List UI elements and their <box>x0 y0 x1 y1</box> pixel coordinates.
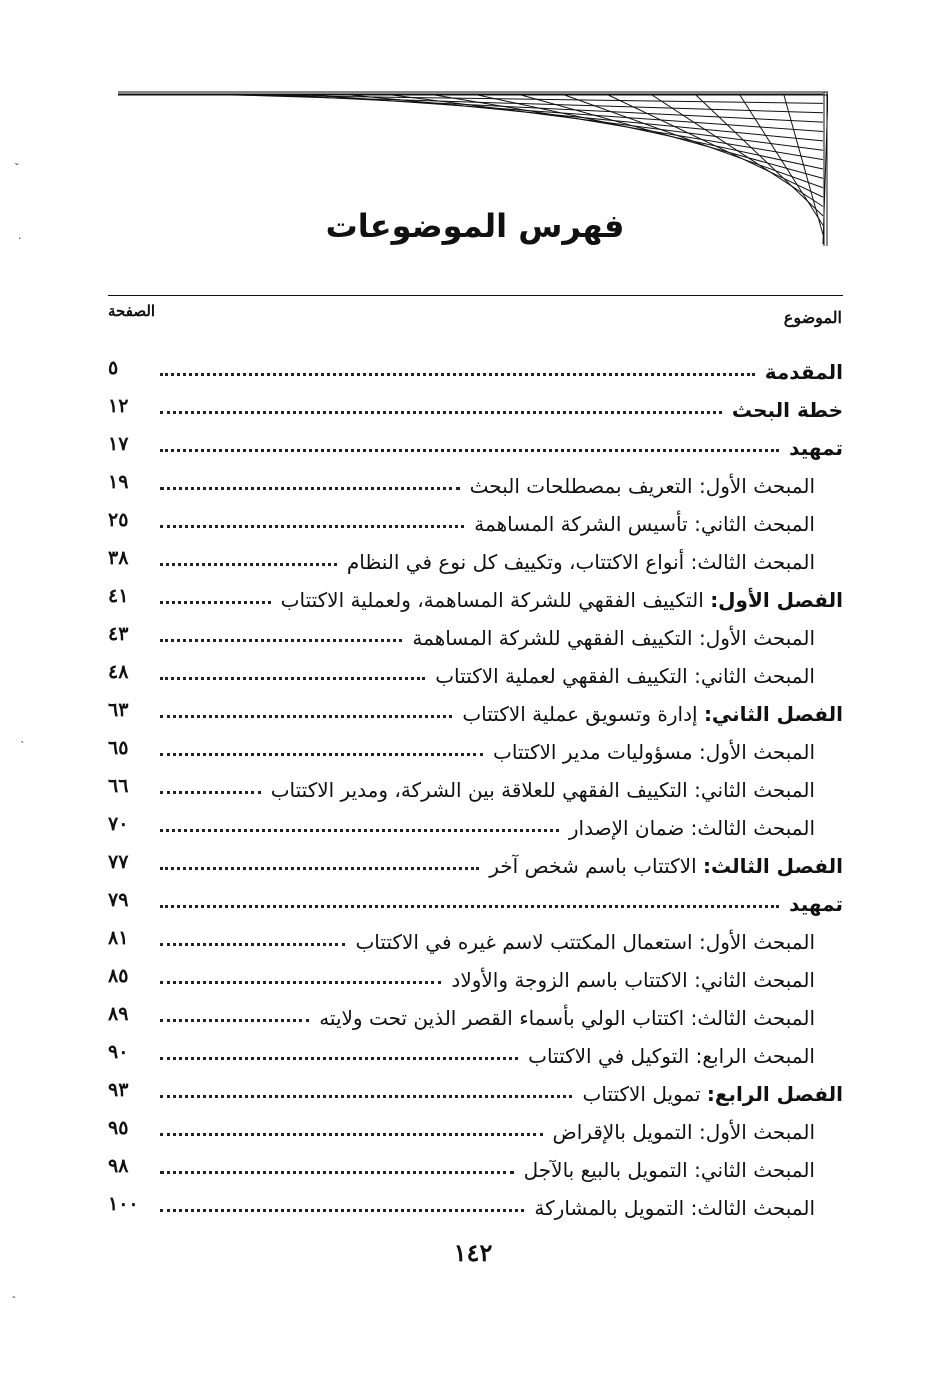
toc-entry-text: استعمال المكتتب لاسم غيره في الاكتتاب <box>355 930 693 954</box>
dot-leader <box>160 677 425 680</box>
toc-entry-title <box>528 1040 815 1072</box>
toc-entry <box>108 695 843 733</box>
toc-entry-page: ٤٨ <box>108 661 129 683</box>
margin-mark: · <box>18 232 22 245</box>
toc-entry-title <box>732 394 843 426</box>
toc-entry-title <box>319 1002 815 1034</box>
toc-entry-text: التكييف الفقهي لعملية الاكتتاب <box>435 664 688 688</box>
toc-entry <box>108 353 843 391</box>
margin-mark: - <box>12 1290 16 1303</box>
dot-leader <box>160 1019 309 1022</box>
toc-entry-text: التكييف الفقهي للشركة المساهمة، ولعملية الاكتتاب <box>280 588 704 612</box>
toc-entry-page: ١٧ <box>108 433 129 455</box>
toc-entry <box>108 505 843 543</box>
page-title: فهرس الموضوعات <box>325 207 625 245</box>
toc-entry-page: ٩٥ <box>108 1117 129 1139</box>
dot-leader <box>160 525 464 528</box>
toc-entry-title <box>451 964 815 996</box>
toc-entry-label: الفصل الثالث: <box>703 854 843 878</box>
toc-entry-title <box>412 622 815 654</box>
dot-leader <box>160 373 755 376</box>
toc-entry-title <box>474 508 815 540</box>
toc-entry-page: ٦٣ <box>108 699 129 721</box>
toc-entry-title <box>435 660 815 692</box>
toc-entry-label: المبحث الأول: <box>698 1120 815 1144</box>
toc-entry <box>108 961 843 999</box>
dot-leader <box>160 1209 524 1212</box>
toc-entry-label: الفصل الرابع: <box>706 1082 843 1106</box>
toc-entry-page: ١٢ <box>108 395 129 417</box>
toc-entry-label: المبحث الرابع: <box>695 1044 815 1068</box>
dot-leader <box>160 829 559 832</box>
toc-entry-page: ٦٥ <box>108 737 129 759</box>
toc-entry-page: ١٩ <box>108 471 129 493</box>
dot-leader <box>160 563 337 566</box>
toc-entry-title <box>462 698 843 730</box>
toc-entry-page: ٩٠ <box>108 1041 129 1063</box>
header-rule <box>108 295 843 296</box>
toc-entry-page: ٨٥ <box>108 965 129 987</box>
toc-entry-title <box>583 1078 844 1110</box>
toc-entry-text: التكييف الفقهي للشركة المساهمة <box>412 626 693 650</box>
toc-entry-label: المبحث الأول: <box>698 930 815 954</box>
dot-leader <box>160 601 271 604</box>
toc-entry-label: المبحث الأول: <box>698 740 815 764</box>
toc-entry-title <box>355 926 815 958</box>
toc-entry <box>108 771 843 809</box>
toc-entry-title <box>534 1192 815 1224</box>
toc-entry <box>108 999 843 1037</box>
dot-leader <box>160 449 779 452</box>
toc-entry-page: ٩٨ <box>108 1155 129 1177</box>
toc-entry-title <box>553 1116 815 1148</box>
toc-entry <box>108 1113 843 1151</box>
toc-entry-label: تمهيد <box>789 436 843 460</box>
dot-leader <box>160 867 479 870</box>
toc-entry <box>108 467 843 505</box>
dot-leader <box>160 411 722 414</box>
toc-entry-label: المبحث الثاني: <box>694 968 815 992</box>
toc-entry-text: التمويل بالبيع بالآجل <box>523 1158 688 1182</box>
toc-entry-text: التمويل بالإقراض <box>552 1120 693 1144</box>
toc-entry-label: تمهيد <box>789 892 843 916</box>
toc-entry-label: المبحث الثالث: <box>690 550 815 574</box>
toc-entry-label: المبحث الثاني: <box>694 1158 815 1182</box>
toc-entry-page: ٨١ <box>108 927 129 949</box>
dot-leader <box>160 1171 514 1174</box>
dot-leader <box>160 715 452 718</box>
toc-entry-page: ٨٩ <box>108 1003 129 1025</box>
dot-leader <box>160 639 402 642</box>
toc-entry <box>108 581 843 619</box>
toc-entry <box>108 885 843 923</box>
toc-entry-title <box>347 546 815 578</box>
dot-leader <box>160 981 441 984</box>
toc-entry <box>108 657 843 695</box>
toc-entry-page: ٦٦ <box>108 775 129 797</box>
toc-entry-title <box>489 850 843 882</box>
dot-leader <box>160 943 345 946</box>
toc-entry-text: تمويل الاكتتاب <box>582 1082 701 1106</box>
toc-entry <box>108 1151 843 1189</box>
dot-leader <box>160 487 460 490</box>
dot-leader <box>160 1095 572 1098</box>
toc-entry-label: الفصل الأول: <box>710 588 843 612</box>
toc-entry-label: المبحث الأول: <box>698 626 815 650</box>
page-column-header: الصفحة <box>108 302 156 320</box>
toc-entry-page: ١٠٠ <box>108 1193 139 1215</box>
toc-entry-label: المبحث الأول: <box>698 474 815 498</box>
toc-entry-label: خطة البحث <box>731 398 843 422</box>
toc-entry-label: المبحث الثالث: <box>690 1196 815 1220</box>
table-of-contents <box>108 353 843 1227</box>
dot-leader <box>160 1133 543 1136</box>
toc-entry-title <box>493 736 815 768</box>
toc-entry-page: ٧٩ <box>108 889 129 911</box>
dot-leader <box>160 1057 518 1060</box>
toc-entry-title <box>470 470 815 502</box>
toc-entry-title <box>789 888 843 920</box>
toc-entry-page: ٧٧ <box>108 851 129 873</box>
margin-mark: ˋ <box>20 740 26 753</box>
toc-entry <box>108 809 843 847</box>
toc-entry-title <box>271 774 815 806</box>
toc-entry-text: مسؤوليات مدير الاكتتاب <box>492 740 693 764</box>
toc-entry-label: الفصل الثاني: <box>703 702 843 726</box>
dot-leader <box>160 753 483 756</box>
toc-entry-text: التمويل بالمشاركة <box>534 1196 685 1220</box>
toc-entry <box>108 619 843 657</box>
toc-entry-title <box>524 1154 815 1186</box>
toc-entry-label: المبحث الثالث: <box>690 1006 815 1030</box>
toc-entry <box>108 543 843 581</box>
toc-entry <box>108 1189 843 1227</box>
toc-entry-text: أنواع الاكتتاب، وتكييف كل نوع في النظام <box>346 550 685 574</box>
toc-entry-text: إدارة وتسويق عملية الاكتتاب <box>462 702 698 726</box>
toc-entry <box>108 391 843 429</box>
topic-column-header: الموضوع <box>783 308 842 327</box>
toc-entry-page: ٤٣ <box>108 623 129 645</box>
toc-entry-page: ٩٣ <box>108 1079 129 1101</box>
toc-entry-title <box>281 584 843 616</box>
toc-entry <box>108 1037 843 1075</box>
toc-entry-title <box>765 356 843 388</box>
toc-entry <box>108 733 843 771</box>
toc-entry-page: ٧٠ <box>108 813 129 835</box>
toc-entry-label: المبحث الثالث: <box>690 816 815 840</box>
toc-entry-text: الاكتتاب باسم شخص آخر <box>489 854 697 878</box>
toc-entry-text: التعريف بمصطلحات البحث <box>469 474 693 498</box>
toc-entry <box>108 923 843 961</box>
toc-entry-title <box>569 812 815 844</box>
toc-entry-label: المبحث الثاني: <box>694 512 815 536</box>
toc-entry <box>108 1075 843 1113</box>
toc-entry-label: المبحث الثاني: <box>694 664 815 688</box>
dot-leader <box>160 905 779 908</box>
toc-entry-page: ٥ <box>108 357 119 379</box>
toc-entry-title <box>789 432 843 464</box>
toc-entry-page: ٣٨ <box>108 547 129 569</box>
toc-entry-label: المبحث الثاني: <box>694 778 815 802</box>
toc-entry-text: ضمان الإصدار <box>568 816 685 840</box>
toc-entry <box>108 847 843 885</box>
toc-entry-label: المقدمة <box>764 360 843 384</box>
toc-entry-page: ٢٥ <box>108 509 129 531</box>
dot-leader <box>160 791 261 794</box>
toc-entry-text: اكتتاب الولي بأسماء القصر الذين تحت ولايته <box>319 1006 685 1030</box>
page-number: ١٤٢ <box>453 1238 493 1267</box>
toc-entry-text: تأسيس الشركة المساهمة <box>474 512 688 536</box>
toc-entry <box>108 429 843 467</box>
margin-mark: ˇ <box>14 162 20 175</box>
toc-entry-text: التوكيل في الاكتتاب <box>528 1044 690 1068</box>
toc-entry-page: ٤١ <box>108 585 129 607</box>
toc-entry-text: التكييف الفقهي للعلاقة بين الشركة، ومدير الاكتتاب <box>270 778 688 802</box>
toc-entry-text: الاكتتاب باسم الزوجة والأولاد <box>451 968 688 992</box>
